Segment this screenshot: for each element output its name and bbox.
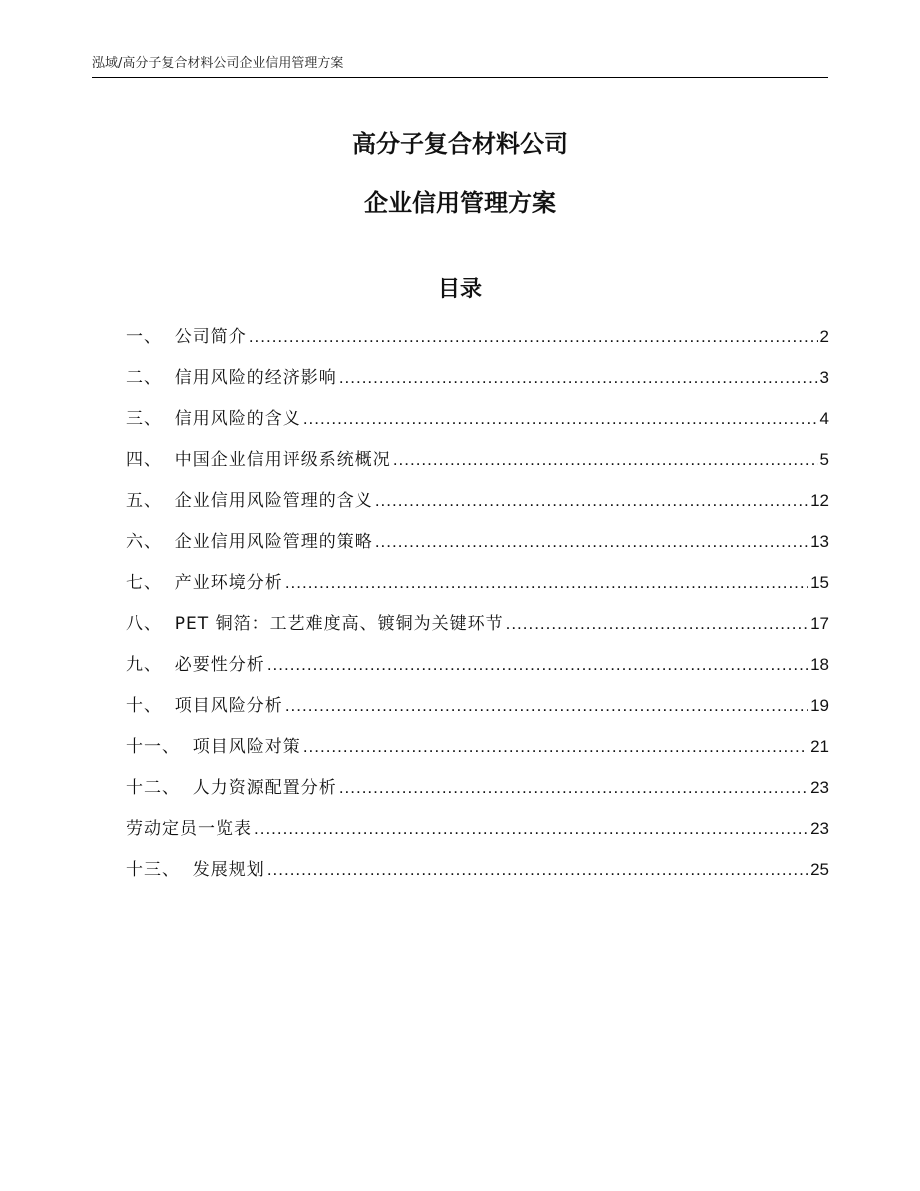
toc-dot-leader — [285, 571, 808, 595]
toc-dot-leader — [303, 735, 808, 759]
toc-entry[interactable] — [126, 694, 829, 735]
toc-dot-leader — [303, 407, 818, 431]
toc-entry[interactable] — [126, 653, 829, 694]
toc-entry[interactable] — [126, 858, 829, 899]
toc-entry-page: 25 — [810, 860, 829, 879]
toc-dot-leader — [339, 776, 808, 800]
toc-dot-leader — [267, 653, 808, 677]
toc-heading: 目录 — [437, 277, 482, 302]
toc-entry-label: 五、 企业信用风险管理的含义 — [126, 491, 373, 511]
toc-entry-label: 十三、 发展规划 — [126, 860, 265, 880]
toc-dot-leader — [254, 817, 808, 841]
toc-entry-label: 四、 中国企业信用评级系统概况 — [126, 450, 391, 470]
toc-entry-page: 21 — [810, 737, 829, 756]
toc-entry-label: 三、 信用风险的含义 — [126, 409, 301, 429]
toc-entry-page: 3 — [819, 368, 829, 387]
toc-entry-label: 劳动定员一览表 — [126, 819, 252, 839]
toc-entry[interactable] — [126, 817, 829, 858]
toc-entry[interactable] — [126, 571, 829, 612]
toc-entry-page: 23 — [810, 778, 829, 797]
toc-entry-page: 19 — [810, 696, 829, 715]
toc-entry[interactable] — [126, 489, 829, 530]
running-header: 泓域/高分子复合材料公司企业信用管理方案 — [92, 52, 828, 78]
toc-entry-page: 23 — [810, 819, 829, 838]
toc-entry-page: 12 — [810, 491, 829, 510]
toc-entry-label: 七、 产业环境分析 — [126, 573, 283, 593]
toc-dot-leader — [285, 694, 808, 718]
toc-dot-leader — [375, 489, 808, 513]
toc-entry[interactable] — [126, 407, 829, 448]
toc-entry-label: 一、 公司简介 — [126, 327, 247, 347]
toc-entry[interactable] — [126, 735, 829, 776]
toc-entry-page: 17 — [810, 614, 829, 633]
toc-entry-page: 13 — [810, 532, 829, 551]
toc-entry[interactable] — [126, 366, 829, 407]
toc-entry-label: 九、 必要性分析 — [126, 655, 265, 675]
toc-entry-page: 18 — [810, 655, 829, 674]
toc-entry-label: 六、 企业信用风险管理的策略 — [126, 532, 373, 552]
toc-entry-label: 二、 信用风险的经济影响 — [126, 368, 337, 388]
toc-dot-leader — [249, 325, 818, 349]
toc-entry-label: 十、 项目风险分析 — [126, 696, 283, 716]
toc-entry[interactable] — [126, 325, 829, 366]
toc-entry-label: 八、 PET 铜箔：工艺难度高、镀铜为关键环节 — [126, 614, 504, 634]
table-of-contents — [126, 325, 829, 899]
toc-dot-leader — [267, 858, 808, 882]
toc-entry-page: 4 — [819, 409, 829, 428]
document-title-line2: 企业信用管理方案 — [364, 189, 556, 217]
toc-entry-label: 十一、 项目风险对策 — [126, 737, 301, 757]
toc-dot-leader — [375, 530, 808, 554]
toc-entry-page: 5 — [819, 450, 829, 469]
toc-entry-page: 2 — [819, 327, 829, 346]
toc-entry-page: 15 — [810, 573, 829, 592]
toc-entry[interactable] — [126, 530, 829, 571]
toc-dot-leader — [393, 448, 818, 472]
toc-entry[interactable] — [126, 776, 829, 817]
toc-dot-leader — [506, 612, 808, 636]
toc-entry[interactable] — [126, 448, 829, 489]
document-title-line1: 高分子复合材料公司 — [352, 130, 568, 158]
toc-entry[interactable] — [126, 612, 829, 653]
toc-dot-leader — [339, 366, 818, 390]
toc-entry-label: 十二、 人力资源配置分析 — [126, 778, 337, 798]
